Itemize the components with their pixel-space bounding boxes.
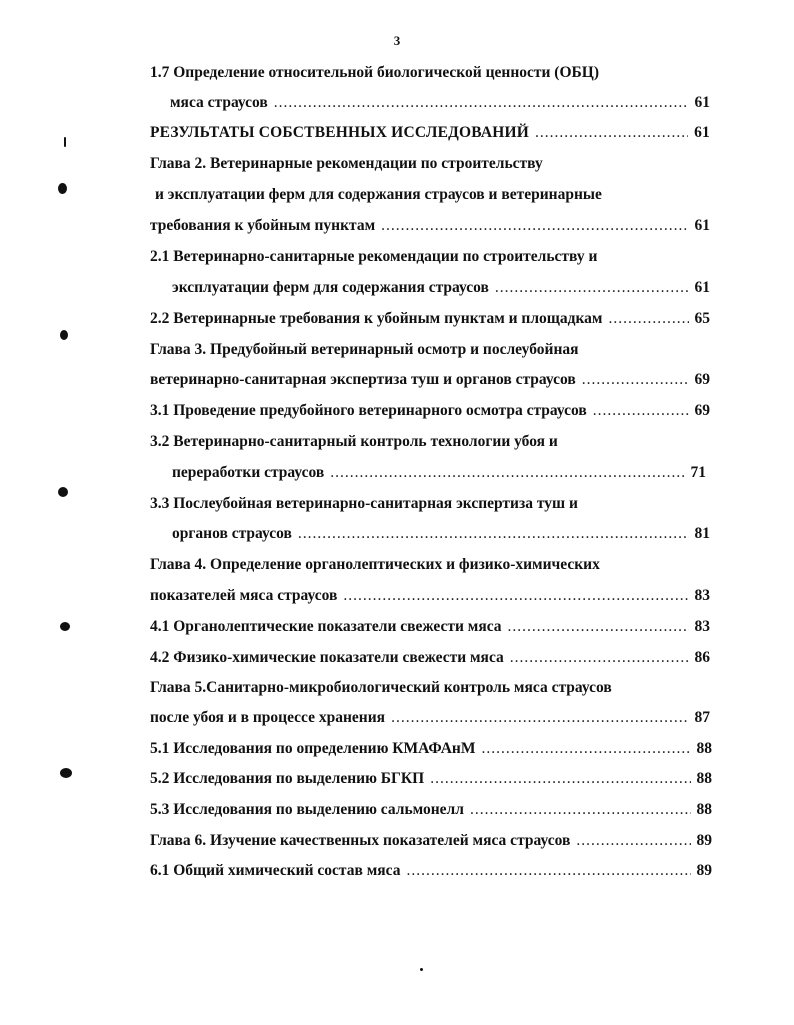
toc-entry-title: 6.1 Общий химический состав мяса: [150, 862, 401, 879]
toc-entry: [150, 738, 712, 760]
toc-entry-title: Глава 3. Предубойный ветеринарный осмотр и послеубойная: [150, 341, 579, 358]
toc-entry: [150, 369, 710, 391]
toc-page-number: 83: [694, 587, 710, 604]
toc-page-number: 69: [694, 371, 710, 388]
toc-entry-title: РЕЗУЛЬТАТЫ СОБСТВЕННЫХ ИССЛЕДОВАНИЙ: [150, 124, 529, 141]
dot-leader: [391, 707, 688, 729]
scan-speck: [60, 622, 70, 631]
dot-leader: [593, 400, 689, 422]
toc-entry-title: 5.3 Исследования по выделению сальмонелл: [150, 801, 464, 818]
dot-leader: [330, 462, 684, 484]
toc-entry-title: Глава 5.Санитарно-микробиологический контроль мяса страусов: [150, 679, 612, 696]
dot-leader: [481, 738, 690, 760]
toc-entry: [150, 246, 710, 268]
toc-page-number: 83: [694, 618, 710, 635]
toc-page-number: 61: [694, 124, 710, 141]
dot-leader: [274, 92, 689, 114]
toc-page-number: 61: [694, 217, 710, 234]
toc-entry-title: 1.7 Определение относительной биологической ценности (ОБЦ): [150, 64, 599, 81]
scan-speck: [58, 487, 68, 497]
toc-entry: [150, 616, 710, 638]
toc-entry: [172, 523, 710, 545]
toc-entry: [155, 184, 710, 206]
toc-entry-title: 4.2 Физико-химические показатели свежести мяса: [150, 649, 504, 666]
toc-entry-title: 2.2 Ветеринарные требования к убойным пунктам и площадкам: [150, 310, 603, 327]
scan-speck: [420, 968, 423, 971]
dot-leader: [470, 799, 691, 821]
toc-entry: [172, 462, 706, 484]
toc-page-number: 89: [696, 832, 712, 849]
toc-entry: [150, 799, 712, 821]
toc-page-number: 89: [696, 862, 712, 879]
dot-leader: [576, 830, 690, 852]
toc-page-number: 88: [696, 801, 712, 818]
dot-leader: [535, 122, 688, 144]
toc-entry: [150, 339, 710, 361]
toc-entry-title: 3.3 Послеубойная ветеринарно-санитарная экспертиза туш и: [150, 495, 578, 512]
toc-entry-title: 5.1 Исследования по определению КМАФАнМ: [150, 740, 476, 757]
scan-speck: [58, 183, 67, 194]
toc-page-number: 61: [694, 279, 710, 296]
toc-entry: [150, 707, 710, 729]
dot-leader: [609, 308, 689, 330]
dot-leader: [495, 277, 689, 299]
dot-leader: [343, 585, 688, 607]
dot-leader: [508, 616, 689, 638]
toc-entry-title: после убоя и в процессе хранения: [150, 709, 386, 726]
toc-section-heading: [150, 122, 710, 144]
toc-entry-title: ветеринарно-санитарная экспертиза туш и органов страусов: [150, 371, 576, 388]
toc-entry: [150, 768, 712, 790]
toc-entry: [150, 493, 710, 515]
toc-entry: [150, 647, 710, 669]
dot-leader: [510, 647, 689, 669]
toc-entry: [170, 92, 710, 114]
page-number: 3: [393, 33, 401, 48]
toc-entry: [150, 215, 710, 237]
toc-entry-title: переработки страусов: [172, 464, 325, 481]
toc-entry: [150, 554, 710, 576]
toc-entry-title: 3.2 Ветеринарно-санитарный контроль технологии убоя и: [150, 433, 558, 450]
toc-page-number: 87: [694, 709, 710, 726]
toc-page-number: 88: [696, 740, 712, 757]
toc-entry-title: 4.1 Органолептические показатели свежести мяса: [150, 618, 502, 635]
toc-entry: [150, 308, 710, 330]
toc-entry-title: 2.1 Ветеринарно-санитарные рекомендации по строительству и: [150, 248, 598, 265]
toc-entry-title: Глава 2. Ветеринарные рекомендации по строительству: [150, 155, 543, 172]
scan-speck: [60, 768, 72, 778]
toc-entry-title: мяса страусов: [170, 94, 268, 111]
toc-entry: [150, 431, 710, 453]
toc-entry: [150, 400, 710, 422]
toc-entry-title: требования к убойным пунктам: [150, 217, 376, 234]
toc-entry-title: эксплуатации ферм для содержания страусов: [172, 279, 489, 296]
toc-entry-title: Глава 4. Определение органолептических и физико-химических: [150, 556, 600, 573]
dot-leader: [406, 860, 690, 882]
toc-entry-title: показателей мяса страусов: [150, 587, 338, 604]
toc-page-number: 86: [694, 649, 710, 666]
toc-entry: [150, 830, 712, 852]
toc-entry: [172, 277, 710, 299]
toc-entry-title: органов страусов: [172, 525, 292, 542]
scan-speck: [60, 330, 68, 340]
toc-entry: [150, 62, 710, 84]
toc-page-number: 61: [694, 94, 710, 111]
dot-leader: [582, 369, 689, 391]
toc-entry: [150, 860, 712, 882]
toc-entry-title: 5.2 Исследования по выделению БГКП: [150, 770, 425, 787]
toc-entry-title: 3.1 Проведение предубойного ветеринарного осмотра страусов: [150, 402, 587, 419]
toc-entry-title: Глава 6. Изучение качественных показателей мяса страусов: [150, 832, 571, 849]
dot-leader: [430, 768, 690, 790]
toc-page-number: 88: [696, 770, 712, 787]
toc-entry: [150, 677, 710, 699]
toc-entry: [150, 585, 710, 607]
toc-page-number: 71: [690, 464, 706, 481]
toc-entry: [150, 153, 710, 175]
toc-entry-title: и эксплуатации ферм для содержания страусов и ветеринарные: [155, 186, 602, 203]
toc-page-number: 81: [694, 525, 710, 542]
scan-speck: [64, 137, 66, 147]
dot-leader: [298, 523, 689, 545]
dot-leader: [381, 215, 688, 237]
toc-page-number: 65: [694, 310, 710, 327]
toc-page-number: 69: [694, 402, 710, 419]
